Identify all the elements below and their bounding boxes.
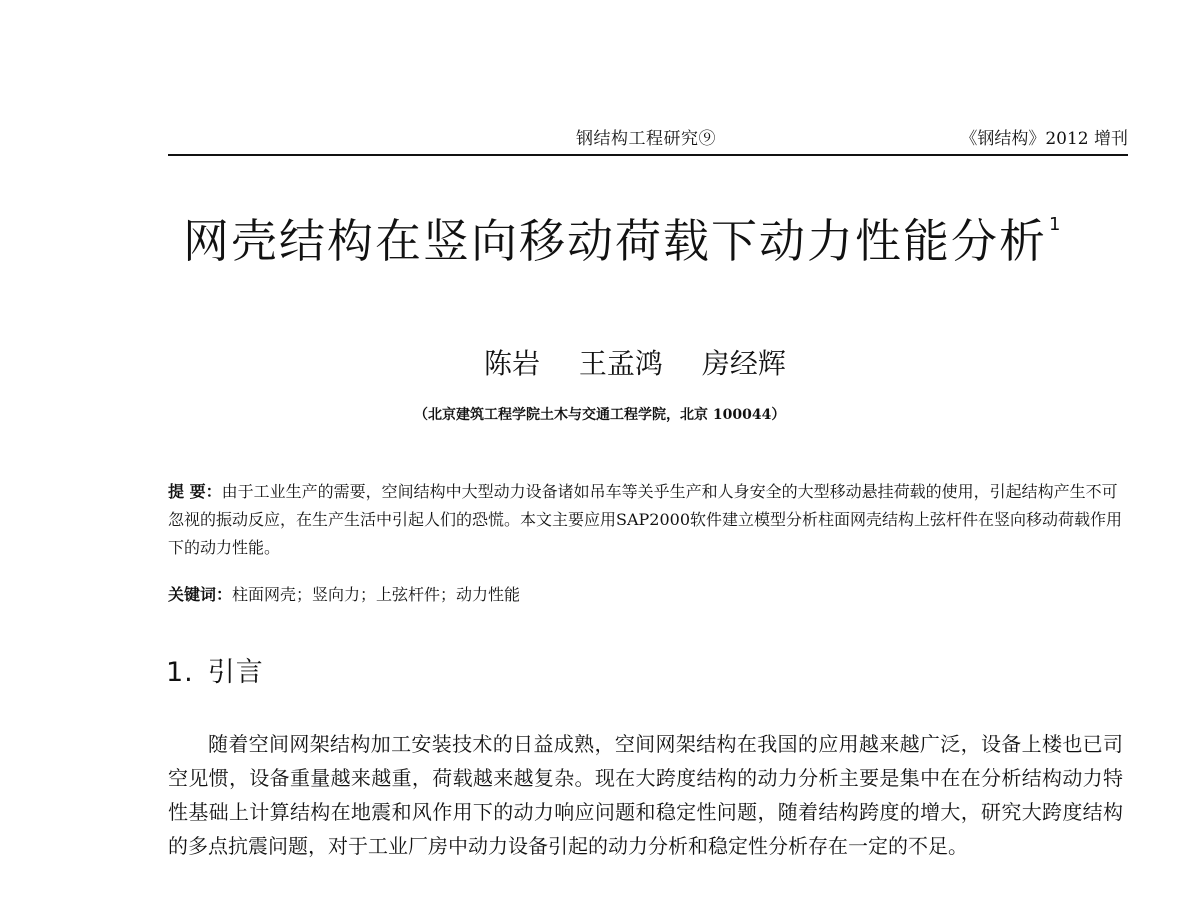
paper-title	[183, 214, 1143, 268]
body-paragraph: 随着空间网架结构加工安装技术的日益成熟，空间网架结构在我国的应用越来越广泛，设备上楼也已司空见惯，设备重量越来越重，荷载越来越复杂。现在大跨度结构的动力分析主要是集中在在分析结构动力特性基础上计算结构在地震和风作用下的动力响应问题和稳定性问题，随着结构跨度的增大，研究大跨度结构的多点抗震问题，对于工业厂房中动力设备引起的动力分析和稳定性分析存在一定的不足。	[168, 732, 1123, 858]
running-header	[168, 118, 1128, 156]
keywords-label: 关键词：	[168, 585, 233, 604]
author-name: 陈岩	[484, 347, 541, 380]
section-title: 引言	[207, 657, 264, 688]
abstract	[168, 478, 1128, 562]
journal-issue: 《钢结构》2012 增刊	[960, 129, 1128, 149]
abstract-text: 由于工业生产的需要，空间结构中大型动力设备诸如吊车等关乎生产和人身安全的大型移动悬挂荷载的使用，引起结构产生不可忽视的振动反应，在生产生活中引起人们的恐慌。本文主要应用SAP2000软件建立模型分析柱面网壳结构上弦杆件在竖向移动荷载作用下的动力性能。	[168, 482, 1123, 557]
author-name: 房经辉	[701, 347, 786, 380]
author-list	[484, 342, 786, 382]
keywords-text: 柱面网壳；竖向力；上弦杆件；动力性能	[232, 585, 521, 604]
paper-title-text: 网壳结构在竖向移动荷载下动力性能分析	[183, 214, 1047, 268]
author-name: 王孟鸿	[578, 347, 663, 380]
affiliation: （北京建筑工程学院土木与交通工程学院，北京 100044）	[414, 407, 786, 423]
keywords	[168, 583, 1128, 607]
section-number: 1.	[166, 657, 194, 688]
journal-series: 钢结构工程研究⑨	[576, 129, 716, 149]
section-heading	[166, 650, 264, 689]
abstract-label: 提 要：	[168, 482, 222, 501]
title-footnote-mark: 1	[1049, 214, 1063, 235]
